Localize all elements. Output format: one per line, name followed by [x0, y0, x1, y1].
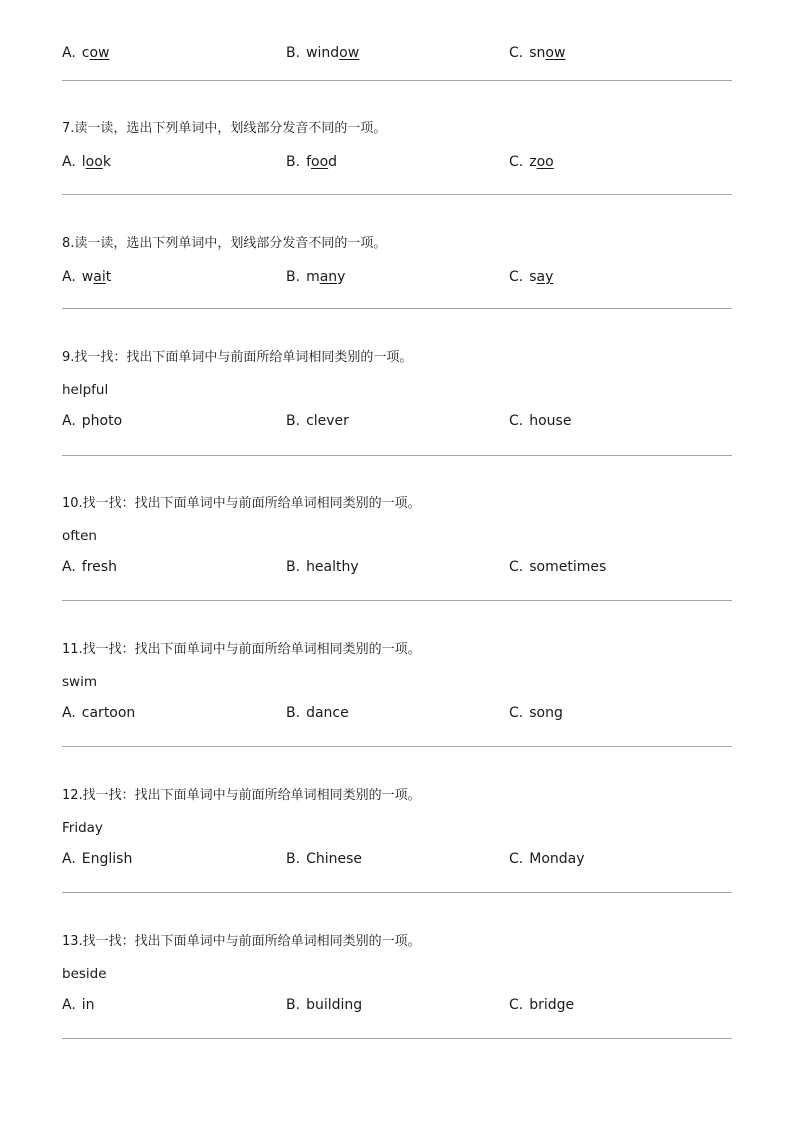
- option-b[interactable]: B. clever: [286, 413, 349, 429]
- given-word: swim: [62, 674, 97, 690]
- question-13: [62, 933, 732, 1015]
- option-c[interactable]: C. song: [509, 705, 563, 721]
- options-row: [62, 849, 732, 869]
- option-c[interactable]: C. Monday: [509, 851, 585, 867]
- option-b[interactable]: B. building: [286, 997, 363, 1013]
- option-b[interactable]: B. food: [286, 154, 338, 170]
- options-row: [62, 267, 732, 287]
- options-row: [62, 557, 732, 577]
- option-c[interactable]: C. zoo: [509, 154, 554, 170]
- question-11: [62, 641, 732, 723]
- option-c[interactable]: C. snow: [509, 45, 566, 61]
- question-stem: 8.读一读，选出下列单词中，划线部分发音不同的一项。: [62, 236, 387, 251]
- option-b[interactable]: B. window: [286, 45, 360, 61]
- divider: [62, 1038, 732, 1039]
- option-b[interactable]: B. healthy: [286, 559, 359, 575]
- option-a[interactable]: A. look: [62, 154, 111, 170]
- question-stem: 9.找一找：找出下面单词中与前面所给单词相同类别的一项。: [62, 350, 413, 365]
- option-c[interactable]: C. bridge: [509, 997, 575, 1013]
- divider: [62, 80, 732, 81]
- question-stem: 10.找一找：找出下面单词中与前面所给单词相同类别的一项。: [62, 496, 421, 511]
- option-b[interactable]: B. many: [286, 269, 346, 285]
- question-stem: 7.读一读，选出下列单词中，划线部分发音不同的一项。: [62, 121, 387, 136]
- divider: [62, 455, 732, 456]
- question-stem: 12.找一找：找出下面单词中与前面所给单词相同类别的一项。: [62, 788, 421, 803]
- option-c[interactable]: C. say: [509, 269, 554, 285]
- given-word: helpful: [62, 382, 109, 398]
- divider: [62, 308, 732, 309]
- option-a[interactable]: A. fresh: [62, 559, 117, 575]
- options-row: [62, 995, 732, 1015]
- option-a[interactable]: A. wait: [62, 269, 112, 285]
- question-12: [62, 787, 732, 869]
- option-c[interactable]: C. house: [509, 413, 572, 429]
- options-row: [62, 411, 732, 431]
- question-8: [62, 235, 732, 287]
- option-b[interactable]: B. dance: [286, 705, 349, 721]
- option-b[interactable]: B. Chinese: [286, 851, 362, 867]
- option-c[interactable]: C. sometimes: [509, 559, 607, 575]
- question-10: [62, 495, 732, 577]
- question-stem: 11.找一找：找出下面单词中与前面所给单词相同类别的一项。: [62, 642, 421, 657]
- options-row: [62, 43, 732, 63]
- given-word: often: [62, 528, 97, 544]
- option-a[interactable]: A. English: [62, 851, 133, 867]
- question-9: [62, 349, 732, 431]
- given-word: Friday: [62, 820, 103, 836]
- question-7: [62, 120, 732, 172]
- given-word: beside: [62, 966, 107, 982]
- question-6: [62, 43, 732, 63]
- option-a[interactable]: A. in: [62, 997, 95, 1013]
- divider: [62, 746, 732, 747]
- option-a[interactable]: A. photo: [62, 413, 123, 429]
- divider: [62, 892, 732, 893]
- question-stem: 13.找一找：找出下面单词中与前面所给单词相同类别的一项。: [62, 934, 421, 949]
- option-a[interactable]: A. cartoon: [62, 705, 136, 721]
- divider: [62, 600, 732, 601]
- options-row: [62, 703, 732, 723]
- option-a[interactable]: A. cow: [62, 45, 110, 61]
- options-row: [62, 152, 732, 172]
- divider: [62, 194, 732, 195]
